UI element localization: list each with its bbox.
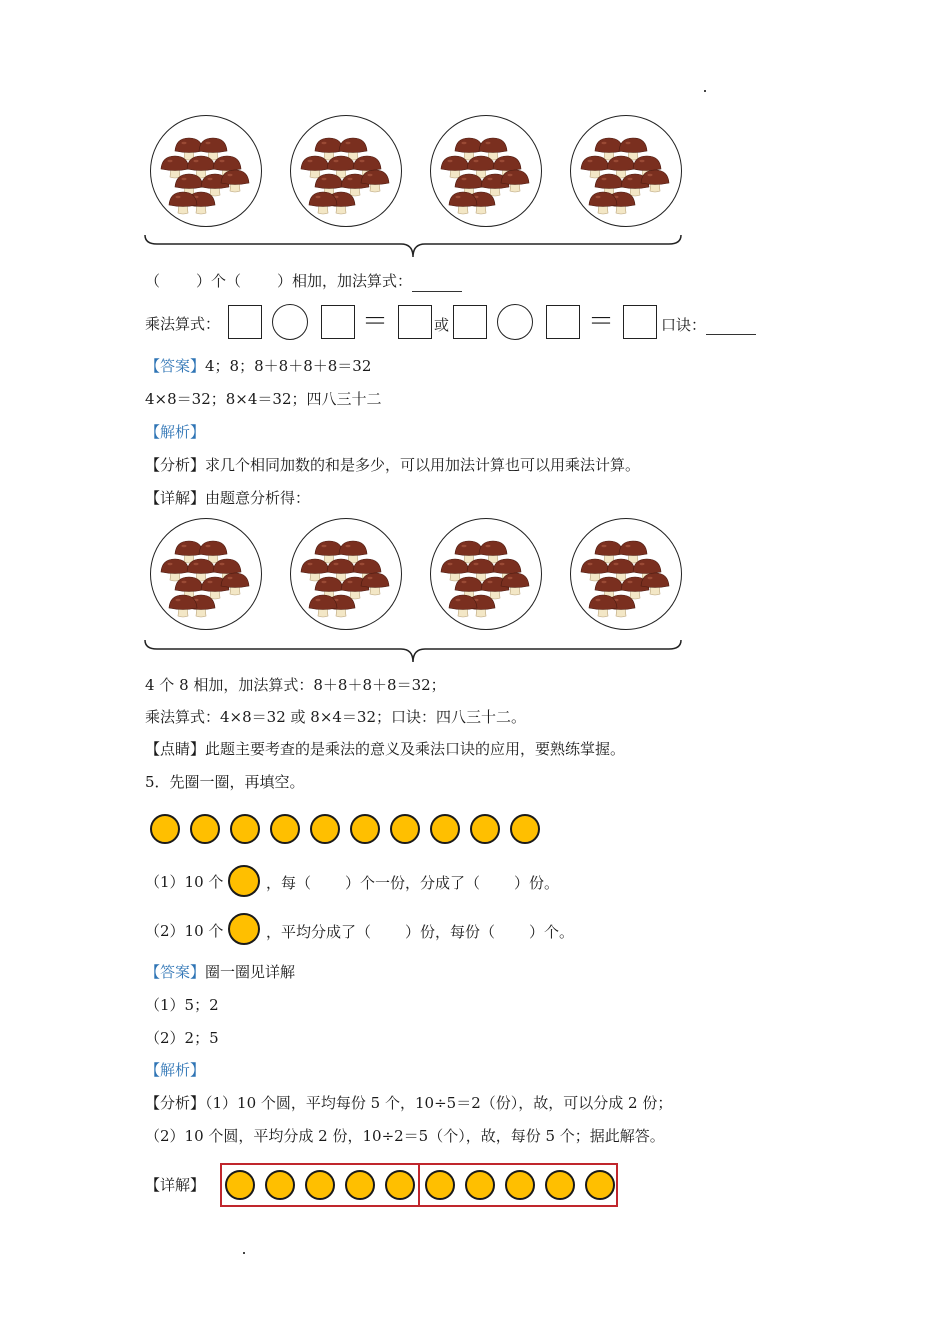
orange-circle-icon <box>585 1170 615 1200</box>
plate-of-mushrooms-icon <box>150 115 262 227</box>
curly-brace <box>143 638 683 664</box>
analysis-line: 【分析】求几个相同加数的和是多少，可以用加法计算也可以用乘法计算。 <box>145 456 641 474</box>
grouping-divider <box>418 1163 420 1207</box>
orange-circle-icon <box>470 814 500 844</box>
orange-circle-icon <box>270 814 300 844</box>
q5-answer-2: （2）2；5 <box>145 1029 219 1047</box>
q5-detail-tag: 【详解】 <box>145 1176 206 1194</box>
orange-circle-icon <box>505 1170 535 1200</box>
detail-line: 【详解】由题意分析得： <box>145 489 311 507</box>
orange-circle-icon <box>545 1170 575 1200</box>
orange-circle-icon <box>425 1170 455 1200</box>
answer-tag: 【答案】 <box>145 357 206 375</box>
analysis-tag: 【解析】 <box>145 423 206 441</box>
plate-of-mushrooms-icon <box>570 518 682 630</box>
stray-dot <box>704 90 706 92</box>
answer-tag: 【答案】 <box>145 963 206 981</box>
plate-of-mushrooms-icon <box>290 115 402 227</box>
plate-of-mushrooms-icon <box>150 518 262 630</box>
equals-sign: ＝ <box>588 307 615 337</box>
orange-circle-icon <box>390 814 420 844</box>
orange-circle-icon <box>350 814 380 844</box>
answer-box[interactable] <box>623 305 657 339</box>
sub-question-2-text: ，平均分成了（ ）份，每份（ ）个。 <box>266 923 575 941</box>
q5-answer-line: 【答案】圈一圈见详解 <box>145 963 296 981</box>
orange-circle-icon <box>265 1170 295 1200</box>
answer-box[interactable] <box>398 305 432 339</box>
result-line-1: 4 个 8 相加，加法算式：8＋8＋8＋8＝32； <box>145 676 446 694</box>
answer-box[interactable] <box>321 305 355 339</box>
orange-circle-icon <box>150 814 180 844</box>
orange-circle-icon <box>310 814 340 844</box>
addition-blank[interactable] <box>412 271 462 292</box>
answer-box[interactable] <box>228 305 262 339</box>
or-text: 或 <box>434 316 450 334</box>
answer-line-1: 【答案】4；8；8＋8＋8＋8＝32 <box>145 357 372 375</box>
sub-question-2: （2）10 个 <box>145 922 224 940</box>
note-line: 【点睛】此题主要考查的是乘法的意义及乘法口诀的应用，要熟练掌握。 <box>145 740 626 758</box>
plate-of-mushrooms-icon <box>290 518 402 630</box>
sub-question-1-text: ，每（ ）个一份，分成了（ ）份。 <box>266 874 560 892</box>
q5-answer-1: （1）5；2 <box>145 996 219 1014</box>
orange-circle-icon <box>305 1170 335 1200</box>
orange-circle-icon <box>465 1170 495 1200</box>
result-line-2: 乘法算式：4×8＝32 或 8×4＝32；口诀：四八三十二。 <box>145 708 527 726</box>
q5-analysis-line-2: （2）10 个圆，平均分成 2 份，10÷2＝5（个），故，每份 5 个；据此解答。 <box>145 1127 665 1145</box>
question-5-title: 5．先圈一圈，再填空。 <box>145 773 305 791</box>
orange-circle-icon <box>225 1170 255 1200</box>
mnemonic-blank[interactable] <box>706 316 756 335</box>
plate-of-mushrooms-icon <box>430 115 542 227</box>
answer-box[interactable] <box>546 305 580 339</box>
answer-box[interactable] <box>453 305 487 339</box>
fill-line: （ ）个（ ）相加，加法算式： <box>145 271 462 292</box>
q5-analysis-line-1: 【分析】（1）10 个圆，平均每份 5 个，10÷5＝2（份），故，可以分成 2 份； <box>145 1094 673 1112</box>
orange-circle-icon <box>190 814 220 844</box>
plate-of-mushrooms-icon <box>430 518 542 630</box>
operator-circle[interactable] <box>497 304 533 340</box>
curly-brace <box>143 233 683 259</box>
plate-of-mushrooms-icon <box>570 115 682 227</box>
sub-question-1: （1）10 个 <box>145 873 224 891</box>
orange-circle-icon <box>510 814 540 844</box>
mult-label: 乘法算式： <box>145 315 221 333</box>
orange-circle-icon <box>228 913 260 945</box>
orange-circle-icon <box>430 814 460 844</box>
orange-circle-icon <box>385 1170 415 1200</box>
orange-circle-icon <box>345 1170 375 1200</box>
operator-circle[interactable] <box>272 304 308 340</box>
orange-circle-icon <box>230 814 260 844</box>
answer-line-2: 4×8＝32；8×4＝32；四八三十二 <box>145 390 382 408</box>
q5-analysis-tag: 【解析】 <box>145 1061 206 1079</box>
equals-sign: ＝ <box>362 307 389 337</box>
stray-dot <box>243 1252 245 1254</box>
orange-circle-icon <box>228 865 260 897</box>
mnemonic-label: 口诀： <box>661 314 756 335</box>
